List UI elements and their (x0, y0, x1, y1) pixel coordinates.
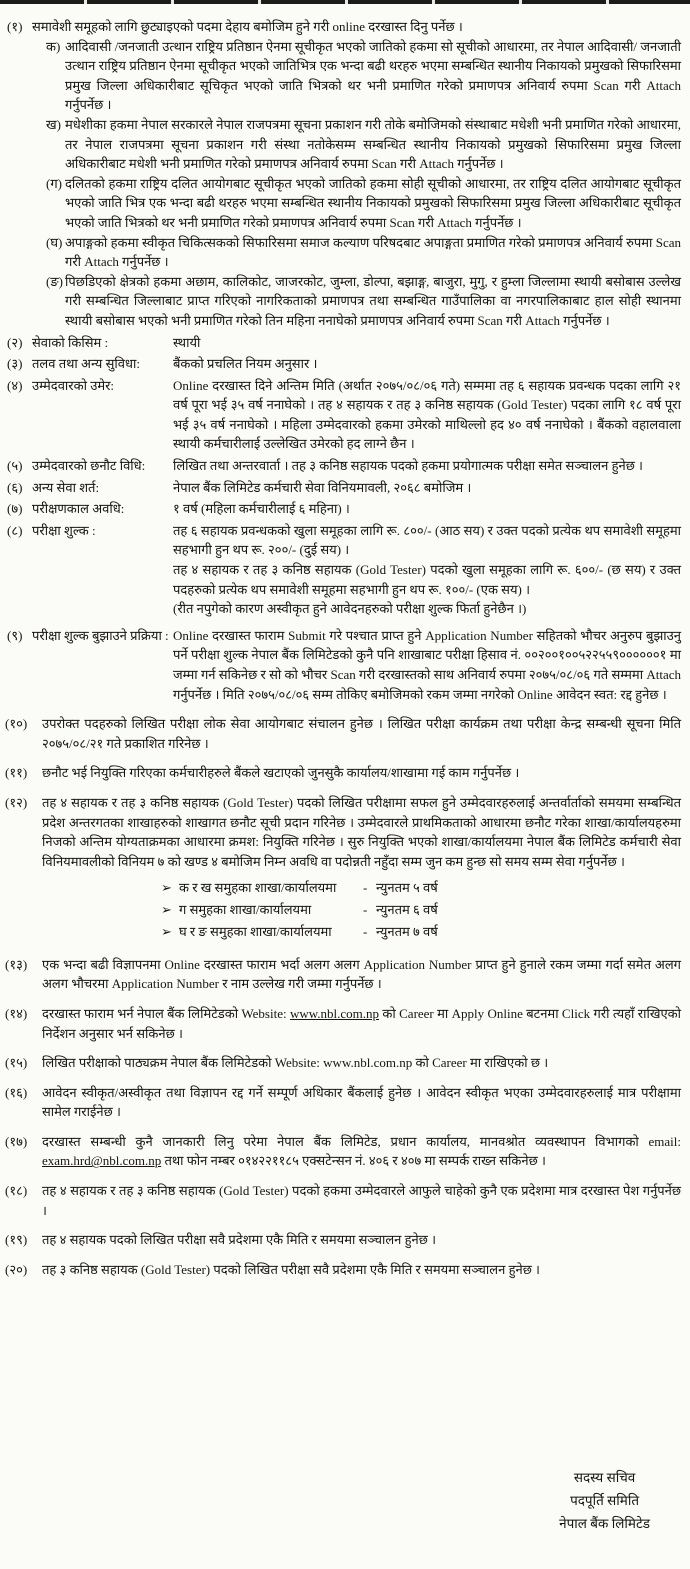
notice-item-15 (5, 1053, 681, 1073)
branch-group-row (161, 899, 681, 921)
item-1-body (32, 17, 681, 331)
sub-item-gha (46, 233, 681, 272)
notice-item-12 (5, 793, 681, 945)
item-text: उपरोक्त पदहरुको लिखित परीक्षा लोक सेवा आयोगबाट संचालन हुनेछ । लिखित परीक्षा कार्यक्रम तथा परीक्षा केन्द्र सम्बन्धी सूचना मिति २०७५/०८/२१ गते प्रकाशित गरिनेछ । (42, 716, 681, 751)
notice-item-1 (5, 17, 681, 331)
item-text: तह ३ कनिष्ठ सहायक (Gold Tester) पदको लिखित परीक्षा सवै प्रदेशमा एकै मिति र समयमा सञ्चालन हुनेछ । (42, 1261, 540, 1277)
item-number: (५) (7, 458, 23, 474)
separator-dash: - (363, 880, 368, 896)
branch-group-label: क र ख समुहका शाखा/कार्यालयमा (179, 880, 337, 896)
sub-item-text: पिछडिएको क्षेत्रको हकमा अछाम, कालिकोट, जाजरकोट, जुम्ला, डोल्पा, बझाङ्ग, बाजुरा, मुगु, र हुम्ला जिल्लामा स्थायी बसोबास उल्लेख गरी सम्बन्धित जिल्लाबाट प्राप्त गरिएको नागरिकताको प्रमाणपत्र तथा सम्बन्धित गाउँपालिका वा नगरपालिकाबाट हाल सोही स्थानमा स्थायी बसोबास भएको भनी प्रमाणित गरेको तिन महिना ननाघेको प्रमाणपत्र अनिवार्य रुपमा Scan गरी Attach गर्नुपर्नेछ । (65, 273, 681, 328)
notice-item-11 (5, 763, 681, 783)
field-row-service-type (5, 333, 681, 353)
sub-item-nga (46, 272, 681, 331)
item-number: (१८) (5, 1183, 28, 1199)
sub-item-number: क) (46, 38, 61, 54)
item-number: (८) (7, 522, 23, 538)
item-text: तह ४ सहायक पदको लिखित परीक्षा सवै प्रदेशमा एकै मिति र समयमा सञ्चालन हुनेछ । (42, 1232, 437, 1248)
field-label: परीक्षा शुल्क बुझाउने प्रक्रिया : (32, 627, 169, 643)
item-number: (६) (7, 479, 23, 495)
email-link: exam.hrd@nbl.com.np (42, 1153, 162, 1169)
field-value: तह ४ सहायक र तह ३ कनिष्ठ सहायक (Gold Tester) पदको खुला समूहका लागि रू. ६००/- (छ सय) र उक्त पदहरुको प्रत्येक थप समावेशी समूहमा सहभागी हुन थप रू. १००/- (एक सय) । (173, 562, 681, 597)
item-number: (१९) (5, 1232, 28, 1248)
item-number: (१५) (5, 1055, 28, 1071)
item-text: तह ४ सहायक र तह ३ कनिष्ठ सहायक (Gold Tester) पदको हकमा उम्मेदवारले आफुले चाहेको कुनै एक प्रदेशमा मात्र दरखास्त पेश गर्नुपर्नेछ । (42, 1183, 681, 1218)
field-label: परीक्षणकाल अवधि: (32, 501, 125, 517)
item-number: (२) (7, 334, 23, 350)
field-value: Online दरखास्त फाराम Submit गरे पश्चात प्राप्त हुने Application Number सहितको भौचर अनुरुप बुझाउनु पर्ने परीक्षा शुल्क नेपाल बैंक लिमिटेडको कुनै पनि शाखाबाट परीक्षा हिसाव नं. ००२००१००५२२५५९००००००१ मा जम्मा गर्न सकिनेछ र सो को भौचर Scan गरी दरखास्तको साथ अनिवार्य रुपमा २०७५/०८/०६ गते सम्ममा Attach गर्नुपर्नेछ । मिति २०७५/०८/०६ सम्म तोकिए बमोजिमको रकम जम्मा नगरेको Online आवेदन स्वत: रद्द हुनेछ । (173, 627, 681, 702)
field-value: Online दरखास्त दिने अन्तिम मिति (अर्थात २०७५/०८/०६ गते) सम्ममा तह ६ सहायक प्रवन्धक पदका लागि २१ वर्ष पूरा भई ३५ वर्ष ननाघेको । तह ४ सहायक र तह ३ कनिष्ठ सहायक (Gold Tester) पदका लागि १८ वर्ष पूरा भई ३५ वर्ष ननाघेको । महिला उम्मेदवारको हकमा उमेरको माथिल्लो हद ४० वर्ष ननाघेको । बैंकको वहालवाला स्थायी कर्मचारीलाई उल्लेखित उमेरको हद लाग्ने छैन । (173, 377, 681, 452)
field-row-other-terms (5, 478, 681, 498)
notice-item-17 (5, 1132, 681, 1171)
separator-dash: - (363, 902, 368, 918)
separator-dash: - (363, 923, 368, 939)
item-number: (७) (7, 501, 23, 517)
sub-item-text: दलितको हकमा राष्ट्रिय दलित आयोगबाट सूचीकृत भएको जातिको हकमा सोही सूचीको आधारमा, तर राष्ट्रिय दलित आयोगबाट सूचीकृत भएको जाति भित्र एक भन्दा बढी थरहरु भएमा सम्बन्धित स्थानीय निकायको प्रमुखको सिफारिसमा प्रमुख जिल्ला अधिकारीबाट सूचीकृत भएको जाति भित्रको थर भनी प्रमाणित गरेको प्रमाणपत्र अनिवार्य रुपमा Scan गरी Attach गर्नुपर्नेछ । (65, 175, 681, 230)
field-label: उम्मेदवारको उमेर: (32, 377, 115, 393)
field-row-exam-fee (5, 521, 681, 619)
item-1-text: समावेशी समूहको लागि छुट्याइएको पदमा देहाय बमोजिम हुने गरी online दरखास्त दिनु पर्नेछ । (32, 19, 463, 34)
item-text: तह ४ सहायक र तह ३ कनिष्ठ सहायक (Gold Tester) पदको लिखित परीक्षामा सफल हुने उम्मेदवारहरुलाई अन्तर्वार्ताको समयमा सम्बन्धित प्रदेश अन्तरगतका शाखाहरुको शाखागत छनौट सूची प्रदान गरिनेछ । उम्मेदवारले प्राथमिकताको आधारमा छनौट गरेका शाखा/कार्यालयहरुमा निजको अन्तिम योग्यताक्रमका आधारमा क्रमश: नियुक्ति गरिनेछ । सुरु नियुक्ति भएको शाखा/कार्यालयमा नेपाल बैंक लिमिटेड कर्मचारी सेवा विनियमावलीको विनियम ७ को खण्ड ४ बमोजिम निम्न अवधि वा पदोन्नती नहुँदा सम्म जुन कम हुन्छ सो समय सम्म सेवा गर्नुपर्नेछ । (42, 794, 681, 869)
sub-item-number: (ङ) (46, 273, 63, 289)
notice-item-19 (5, 1230, 681, 1250)
field-value: लिखित तथा अन्तरवार्ता । तह ३ कनिष्ठ सहायक पदको हकमा प्रयोगात्मक परीक्षा समेत सञ्चालन हुनेछ । (173, 458, 643, 474)
scanned-notice-document (0, 4, 690, 1279)
field-value: नेपाल बैंक लिमिटेड कर्मचारी सेवा विनियमावली, २०६८ बमोजिम । (173, 479, 472, 495)
field-row-age (5, 376, 681, 454)
item-text: एक भन्दा बढी विज्ञापनमा Online दरखास्त फाराम भर्दा अलग अलग Application Number प्राप्त हुने हुनाले रकम जम्मा गर्दा समेत अलग अलग भौचरमा Application Number र नाम उल्लेख गरी जम्मा गर्नुपर्नेछ । (42, 956, 681, 992)
field-value: स्थायी (173, 334, 201, 350)
item-number: (१३) (5, 956, 28, 972)
website-link: www.nbl.com.np (289, 1005, 380, 1021)
field-value: १ वर्ष (महिला कर्मचारीलाई ६ महिना) । (173, 501, 350, 517)
sub-item-ka (46, 37, 681, 115)
item-number: (१७) (5, 1133, 28, 1149)
item-text-segment: तथा फोन नम्बर ०१४२२११८५ एक्सटेन्सन नं. ४०६ र ४०७ मा सम्पर्क राख्न सकिनेछ । (161, 1153, 546, 1169)
sub-item-text: आदिवासी /जनजाती उत्थान राष्ट्रिय प्रतिष्ठान ऐनमा सूचीकृत भएको जातिको हकमा सो सूचीको आधारमा, तर नेपाल आदिवासी/ जनजाती उत्थान राष्ट्रिय प्रतिष्ठान ऐनमा सूचीकृत भएको जातिभित्र एक भन्दा बढी थरहरु भएमा सम्बन्धित स्थानीय निकायको प्रमुखको सिफारिसमा प्रमुख जिल्ला अधिकारीबाट सूचिकृत भएको जाति भित्रको थर भनी प्रमाणित गरेको प्रमाणपत्र अनिवार्य रुपमा Scan गरी Attach गर्नुपर्नेछ । (65, 38, 681, 113)
item-number: (१०) (5, 716, 28, 732)
field-label: तलव तथा अन्य सुविधा: (32, 356, 140, 372)
item-number: (१२) (5, 794, 28, 810)
notice-item-18 (5, 1181, 681, 1220)
field-row-selection-method (5, 456, 681, 476)
signatory-committee: पदपूर्ति समिति (570, 1493, 640, 1508)
branch-group-label: ग समुहका शाखा/कार्यालयमा (179, 902, 312, 918)
notice-item-10 (5, 714, 681, 753)
branch-group-row (161, 877, 681, 899)
signatory-organization: नेपाल बैंक लिमिटेड (559, 1516, 650, 1531)
item-text: आवेदन स्वीकृत/अस्वीकृत तथा विज्ञापन रद्द गर्ने सम्पूर्ण अधिकार बैंकलाई हुनेछ । आवेदन स्वीकृत भएका उम्मेदवारहरुलाई मात्र परीक्षामा सामेल गराईनेछ । (42, 1084, 681, 1120)
item-number: (१४) (5, 1005, 28, 1021)
field-value: तह ६ सहायक प्रवन्धकको खुला समूहका लागि रू. ८००/- (आठ सय) र उक्त पदको प्रत्येक थप समावेशी समूहमा सहभागी हुन थप रू. २००/- (दुई सय) । (173, 522, 681, 558)
field-label: उम्मेदवारको छनौट विधि: (32, 458, 146, 474)
sub-item-number: (घ) (46, 234, 63, 250)
item-text: छनौट भई नियुक्ति गरिएका कर्मचारीहरुले बैंकले खटाएको जुनसुकै कार्यालय/शाखामा गई काम गर्नुपर्नेछ । (42, 765, 520, 781)
item-number: (२०) (5, 1261, 28, 1277)
sub-item-kha (46, 115, 681, 174)
sub-item-ga (46, 174, 681, 233)
item-text (42, 1132, 681, 1171)
notice-item-13 (5, 955, 681, 994)
field-row-salary (5, 354, 681, 374)
item-text-segment: को Career मा Apply Online बटनमा Click गरी त्यहाँ राखिएको निर्देशन अनुसार भर्न सकिनेछ । (42, 1005, 681, 1041)
notice-item-14 (5, 1004, 681, 1043)
item-number: (३) (7, 356, 23, 372)
signatory-title: सदस्य सचिव (573, 1470, 636, 1485)
signature-block (559, 1466, 650, 1535)
notice-item-20 (5, 1260, 681, 1280)
item-number: (१) (7, 19, 23, 34)
notice-item-16 (5, 1083, 681, 1122)
branch-tenure-list (161, 877, 681, 942)
field-value: बैंकको प्रचलित नियम अनुसार । (173, 356, 318, 372)
sub-item-text: मधेशीका हकमा नेपाल सरकारले नेपाल राजपत्रमा सूचना प्रकाशन गरी तोके बमोजिमको संस्थाबाट मधेशी भनी प्रमाणित गरेको आधारमा, तर नेपाल राजपत्रमा सूचना प्रकाशन गरी संस्था नतोकेसम्म सम्बन्धित स्थानीय निकायको प्रमुखको सिफारिसमा प्रमुख जिल्ला अधिकारीबाट मधेशी भनी प्रमाणित गरेको प्रमाणपत्र अनिवार्य रुपमा Scan गरी Attach गर्नुपर्नेछ । (65, 116, 681, 172)
item-number: (९) (7, 627, 23, 643)
item-number: (११) (5, 765, 28, 781)
minimum-duration: न्युनतम ६ वर्ष (376, 902, 438, 918)
minimum-duration: न्युनतम ७ वर्ष (376, 923, 438, 939)
field-row-probation (5, 499, 681, 519)
item-number: (१६) (5, 1084, 28, 1100)
item-text (42, 1004, 681, 1043)
field-label: सेवाको किसिम : (32, 334, 109, 350)
field-row-fee-payment-process (5, 626, 681, 704)
sub-item-text: अपाङ्गको हकमा स्वीकृत चिकित्सकको सिफारिसमा समाज कल्याण परिषदबाट अपाङ्गता प्रमाणित गरेको प्रमाणपत्र अनिवार्य रुपमा Scan गरी Attach गर्नुपर्नेछ । (65, 234, 681, 270)
sub-item-number: ख) (46, 116, 61, 132)
item-number: (४) (7, 377, 23, 393)
sub-item-number: (ग) (46, 175, 62, 191)
arrow-bullet-icon: ➢ (161, 880, 172, 896)
field-label: अन्य सेवा शर्त: (32, 479, 100, 495)
item-text: लिखित परीक्षाको पाठ्यक्रम नेपाल बैंक लिमिटेडको Website: www.nbl.com.np को Career मा राखिएको छ । (42, 1055, 549, 1071)
arrow-bullet-icon: ➢ (161, 902, 172, 918)
minimum-duration: न्युनतम ५ वर्ष (376, 880, 438, 896)
arrow-bullet-icon: ➢ (161, 923, 172, 939)
branch-group-label: घ र ङ समुहका शाखा/कार्यालयमा (179, 923, 332, 939)
field-label: परीक्षा शुल्क : (32, 522, 96, 538)
branch-group-row (161, 921, 681, 943)
field-value: (रीत नपुगेको कारण अस्वीकृत हुने आवेदनहरुको परीक्षा शुल्क फिर्ता हुनेछैन ।) (173, 601, 527, 617)
item-text-segment: दरखास्त सम्बन्धी कुनै जानकारी लिनु परेमा नेपाल बैंक लिमिटेड, प्रधान कार्यालय, मानवश्रोत व्यवस्थापन विभागको email: (42, 1133, 681, 1149)
item-text-segment: दरखास्त फाराम भर्न नेपाल बैंक लिमिटेडको Website: (42, 1005, 290, 1021)
